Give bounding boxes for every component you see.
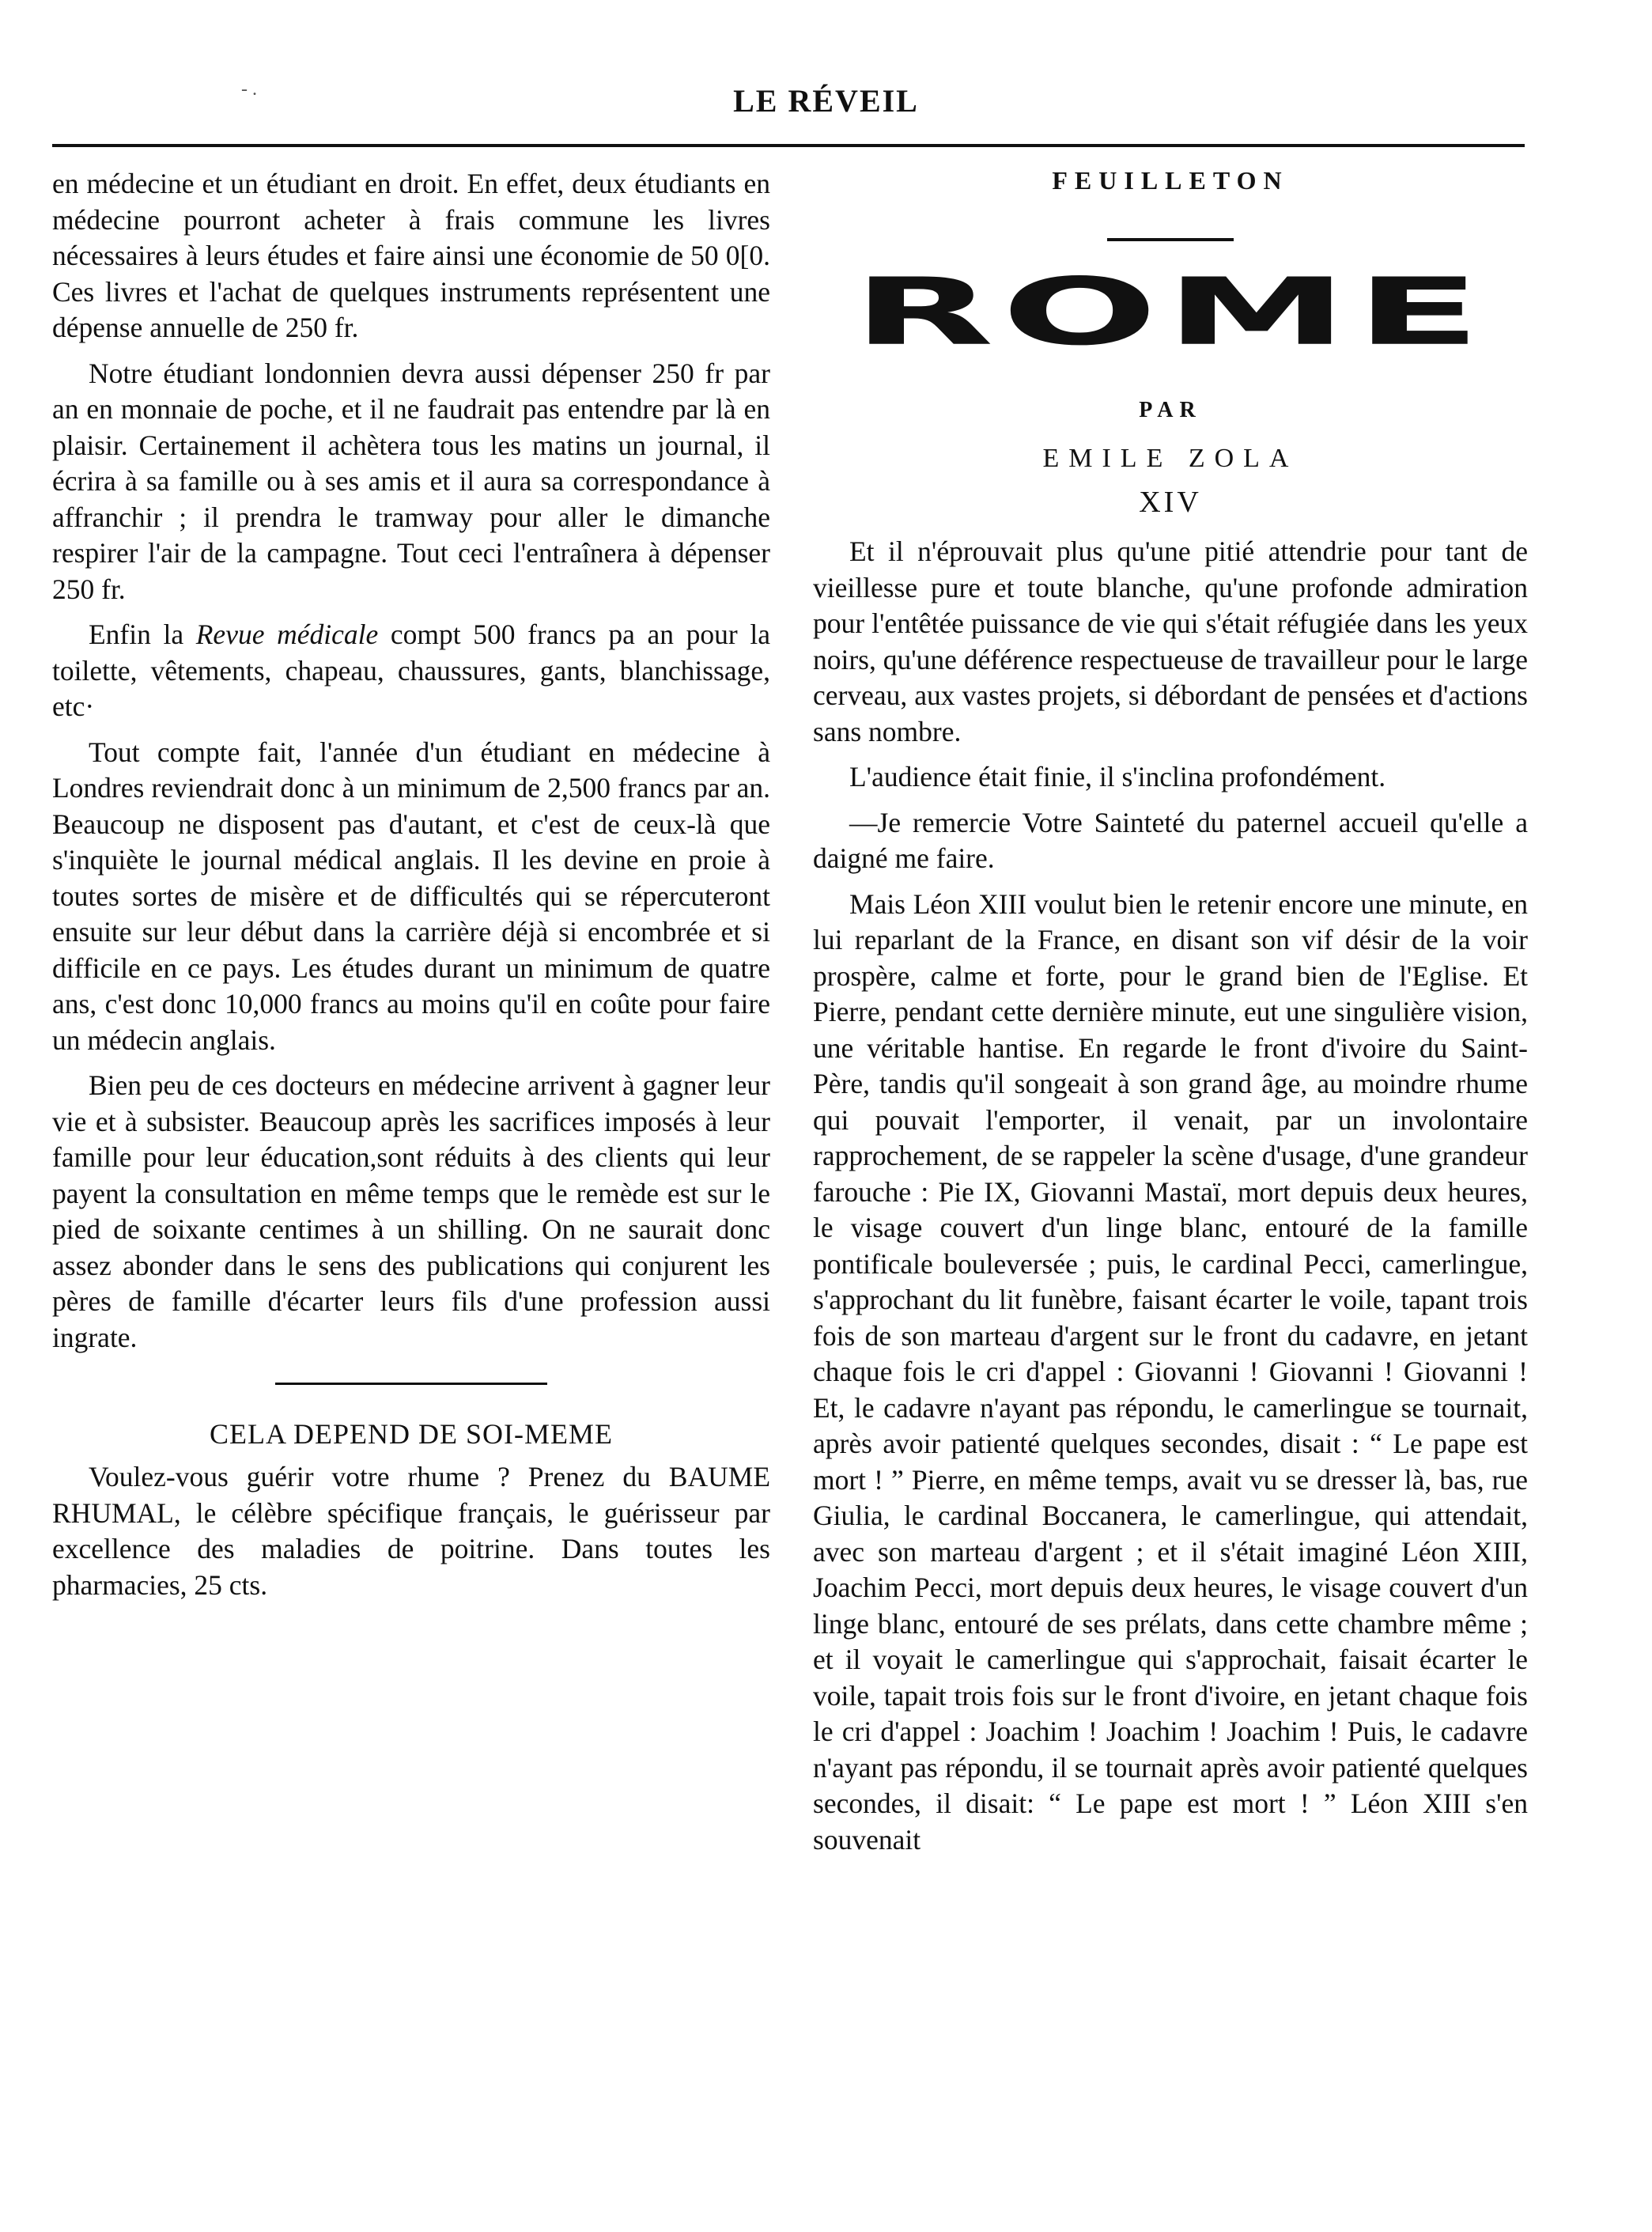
novel-title: ROME [852, 259, 1489, 366]
chapter-number: XIV [1139, 486, 1202, 519]
italic-title: Revue médicale [195, 619, 379, 650]
paragraph: —Je remercie Votre Sainteté du paternel accueil qu'elle a daigné me faire. [813, 806, 1528, 874]
feuilleton-rule [1107, 238, 1234, 241]
paragraph: Bien peu de ces docteurs en médecine arrivent à gagner leur vie et à subsister. Beaucoup après les sacrifices imposés à leur famille pour leur éducation,sont réduits à des clients qui leur payent la consultation en même temps que le remède est sur le pied de soixante centimes à un shilling. On ne saurait donc assez abonder dans le sens des publications qui conjurent les pères de famille d'écarter leurs fils d'une profession aussi ingrate. [52, 1069, 770, 1353]
paragraph: Et il n'éprouvait plus qu'une pitié attendrie pour tant de vieillesse pure et toute blanche, qu'une profonde admiration pour l'entêtée puissance de vie qui s'était réfugiée dans les yeux noirs, qu'une déférence respectueuse de travailleur pour le large cerveau, aux vastes projets, si débordant de pensées et d'actions sans nombre. [813, 535, 1528, 747]
feuilleton-label: FEUILLETON [1052, 166, 1289, 195]
section-title: CELA DEPEND DE SOI-MEME [210, 1418, 613, 1450]
section-divider [275, 1383, 547, 1385]
corner-mark: - . [241, 79, 257, 100]
author-name: EMILE ZOLA [1042, 444, 1299, 473]
paragraph-revue [52, 617, 770, 725]
paragraph: en médecine et un étudiant en droit. En effet, deux étudiants en médecine pourront acheter à frais commune les livres nécessaires à leurs études et faire ainsi une économie de 50 0[0. Ces livres et l'achat de quelques instruments représentent une dépense annuelle de 250 fr. [52, 168, 770, 343]
paragraph: Notre étudiant londonnien devra aussi dépenser 250 fr par an en monnaie de poche, et il ne faudrait pas entendre par là en plaisir. Certainement il achètera tous les matins un journal, il écrira à sa famille ou à ses amis et il aura sa correspondance à affranchir ; il prendra le tramway pour aller le dimanche respirer l'air de la campagne. Tout ceci l'entraînera à dépenser 250 fr. [52, 357, 770, 605]
page-title: LE RÉVEIL [733, 83, 919, 119]
paragraph: Tout compte fait, l'année d'un étudiant en médecine à Londres reviendrait donc à un minimum de 2,500 francs par an. Beaucoup ne disposent pas d'autant, et c'est de ceux-là que s'inquiète le journal médical anglais. Il les devine en proie à toutes sortes de misère et de difficultés qui se répercuteront ensuite sur leur début dans la carrière déjà si encombrée et si difficile en ce pays. Les études durant un minimum de quatre ans, c'est donc 10,000 francs au moins qu'il en coûte pour faire un médecin anglais. [52, 736, 770, 1056]
text-run: compt 500 francs pa an pour la toilette, vêtements, chapeau, chaussures, gants, blanchissage, etc· [52, 619, 770, 722]
paragraph: Voulez-vous guérir votre rhume ? Prenez du BAUME RHUMAL, le célèbre spécifique français, le guérisseur par excellence des maladies de poitrine. Dans toutes les pharmacies, 25 cts. [52, 1461, 770, 1601]
header-rule [52, 144, 1525, 147]
by-label: PAR [1139, 398, 1202, 422]
paragraph: L'audience était finie, il s'inclina profondément. [849, 761, 1386, 793]
paragraph: Mais Léon XIII voulut bien le retenir encore une minute, en lui reparlant de la France, en disant son vif désir de la voir prospère, calme et forte, pour le grand bien de l'Eglise. Et Pierre, pendant cette dernière minute, eut une singulière vision, une véritable hantise. En regarde le front d'ivoire du Saint-Père, tandis qu'il songeait à son grand âge, au moindre rhume qui pouvait l'emporter, il venait, par un involontaire rapprochement, de se rappeler la scène d'usage, d'une grandeur farouche : Pie IX, Giovanni Mastaï, mort depuis deux heures, le visage couvert d'un linge blanc, entouré de la famille pontificale bouleversée ; puis, le cardinal Pecci, camerlingue, s'approchant du lit funèbre, faisant écarter le voile, tapant trois fois de son marteau d'argent sur le front du cadavre, en jetant chaque fois le cri d'appel : Giovanni ! Giovanni ! Giovanni ! Et, le cadavre n'ayant pas répondu, le camerlingue se tournait, après avoir patienté quelques secondes, disait : “ Le pape est mort ! ” Pierre, en même temps, avait vu se dresser là, bas, rue Giulia, le cardinal Boccanera, le camerlingue, qui attendait, avec son marteau d'argent ; et il s'était imaginé Léon XIII, Joachim Pecci, mort depuis deux heures, le visage couvert d'un linge blanc, entouré de ses prélats, dans cette chambre même ; et il voyait le camerlingue qui s'approchait, faisait écarter le voile, tapait trois fois sur le front d'ivoire, en jetant chaque fois le cri d'appel : Joachim ! Joachim ! Joachim ! Puis, le cadavre n'ayant pas répondu, il se tournait après avoir patienté quelques secondes, il disait: “ Le pape est mort ! ” Léon XIII s'en souvenait [813, 887, 1528, 1856]
right-column [813, 166, 1528, 1867]
left-column [52, 166, 770, 1613]
text-run: Enfin la [89, 619, 196, 650]
